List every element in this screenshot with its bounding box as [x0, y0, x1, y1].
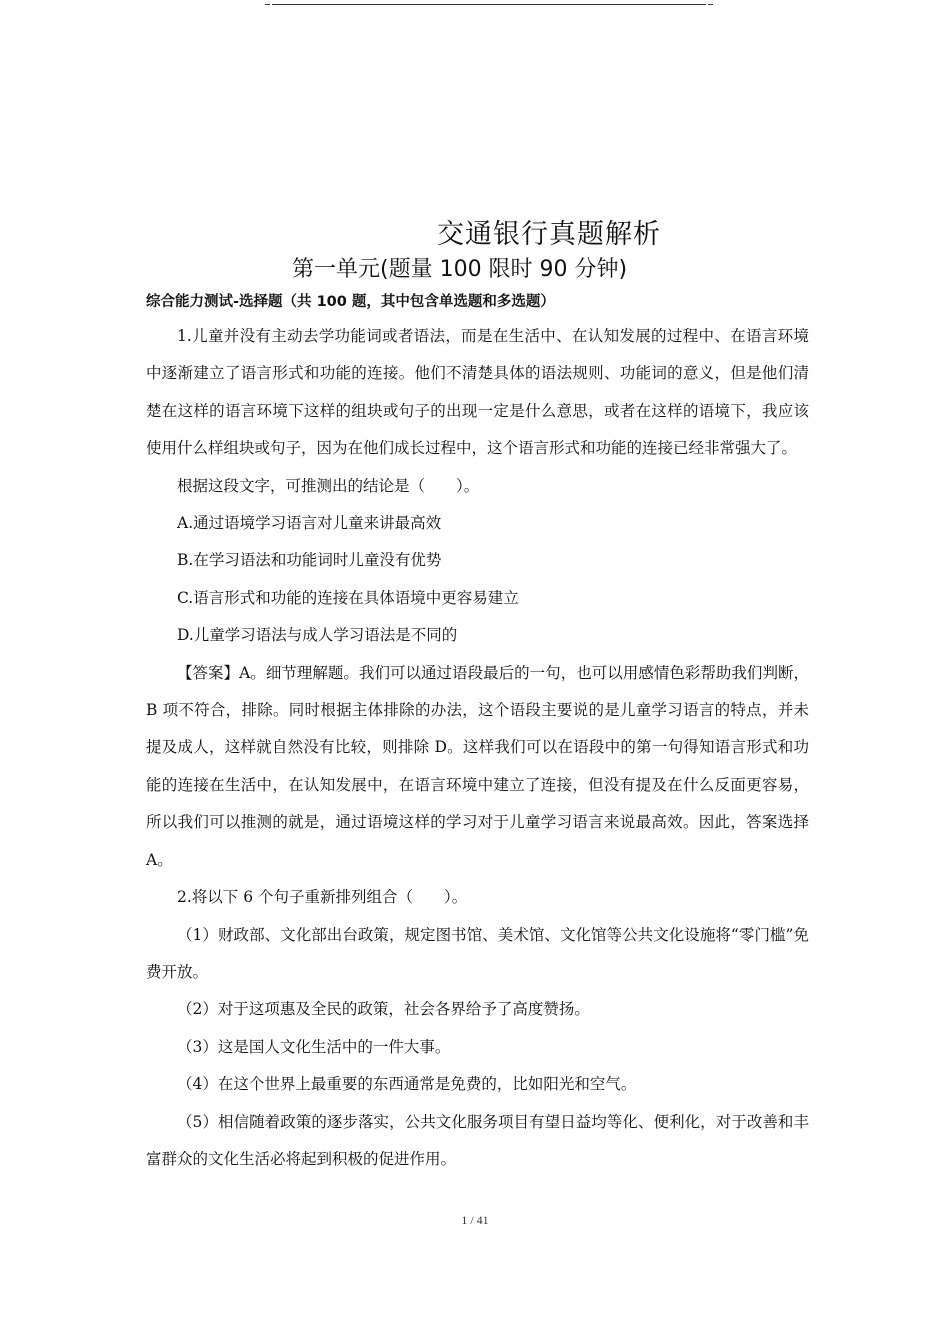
document-body — [146, 318, 809, 1178]
q1-passage: 1.儿童并没有主动去学功能词或者语法，而是在生活中、在认知发展的过程中、在语言环境中逐渐建立了语言形式和功能的连接。他们不清楚具体的语法规则、功能词的意义，但是他们清楚在这样的语言环境下这样的组块或句子的出现一定是什么意思，或者在这样的语境下，我应该使用什么样组块或句子，因为在他们成长过程中，这个语言形式和功能的连接已经非常强大了。 — [146, 327, 809, 458]
q2-sentence-4: （4）在这个世界上最重要的东西通常是免费的，比如阳光和空气。 — [177, 1075, 637, 1094]
q1-option-b: B.在学习语法和功能词时儿童没有优势 — [177, 551, 442, 570]
section-heading: 综合能力测试-选择题（共 100 题，其中包含单选题和多选题） — [146, 294, 555, 310]
header-rule — [272, 4, 706, 5]
q1-question: 根据这段文字，可推测出的结论是（ ）。 — [177, 476, 480, 495]
q1-option-a: A.通过语境学习语言对儿童来讲最高效 — [177, 514, 442, 533]
q2-sentence-1: （1）财政部、文化部出台政策，规定图书馆、美术馆、文化馆等公共文化设施将“零门槛”免费开放。 — [146, 925, 809, 981]
q1-option-c: C.语言形式和功能的连接在具体语境中更容易建立 — [177, 588, 519, 607]
q2-question: 2.将以下 6 个句子重新排列组合（ ）。 — [177, 888, 468, 907]
q1-option-d: D.儿童学习语法与成人学习语法是不同的 — [177, 626, 458, 645]
q2-sentence-5: （5）相信随着政策的逐步落实，公共文化服务项目有望日益均等化、便利化，对于改善和丰富群众的文化生活必将起到积极的促进作用。 — [146, 1112, 809, 1168]
q2-sentence-3: （3）这是国人文化生活中的一件大事。 — [177, 1037, 451, 1056]
page-number: 1 / 41 — [461, 1213, 489, 1227]
document-subtitle: 第一单元(题量 100 限时 90 分钟) — [292, 257, 628, 282]
q1-answer: 【答案】A。细节理解题。我们可以通过语段最后的一句，也可以用感情色彩帮助我们判断，B 项不符合，排除。同时根据主体排除的办法，这个语段主要说的是儿童学习语言的特点，并未提及成人，这样就自然没有比较，则排除 D。这样我们可以在语段中的第一句得知语言形式和功能的连接在生活中，在认知发展中，在语言环境中建立了连接，但没有提及在什么反面更容易，所以我们可以推测的就是，通过语境这样的学习对于儿童学习语言来说最高效。因此，答案选择 A。 — [146, 663, 809, 869]
document-title: 交通银行真题解析 — [437, 219, 661, 250]
q2-sentence-2: （2）对于这项惠及全民的政策，社会各界给予了高度赞扬。 — [177, 1000, 590, 1019]
